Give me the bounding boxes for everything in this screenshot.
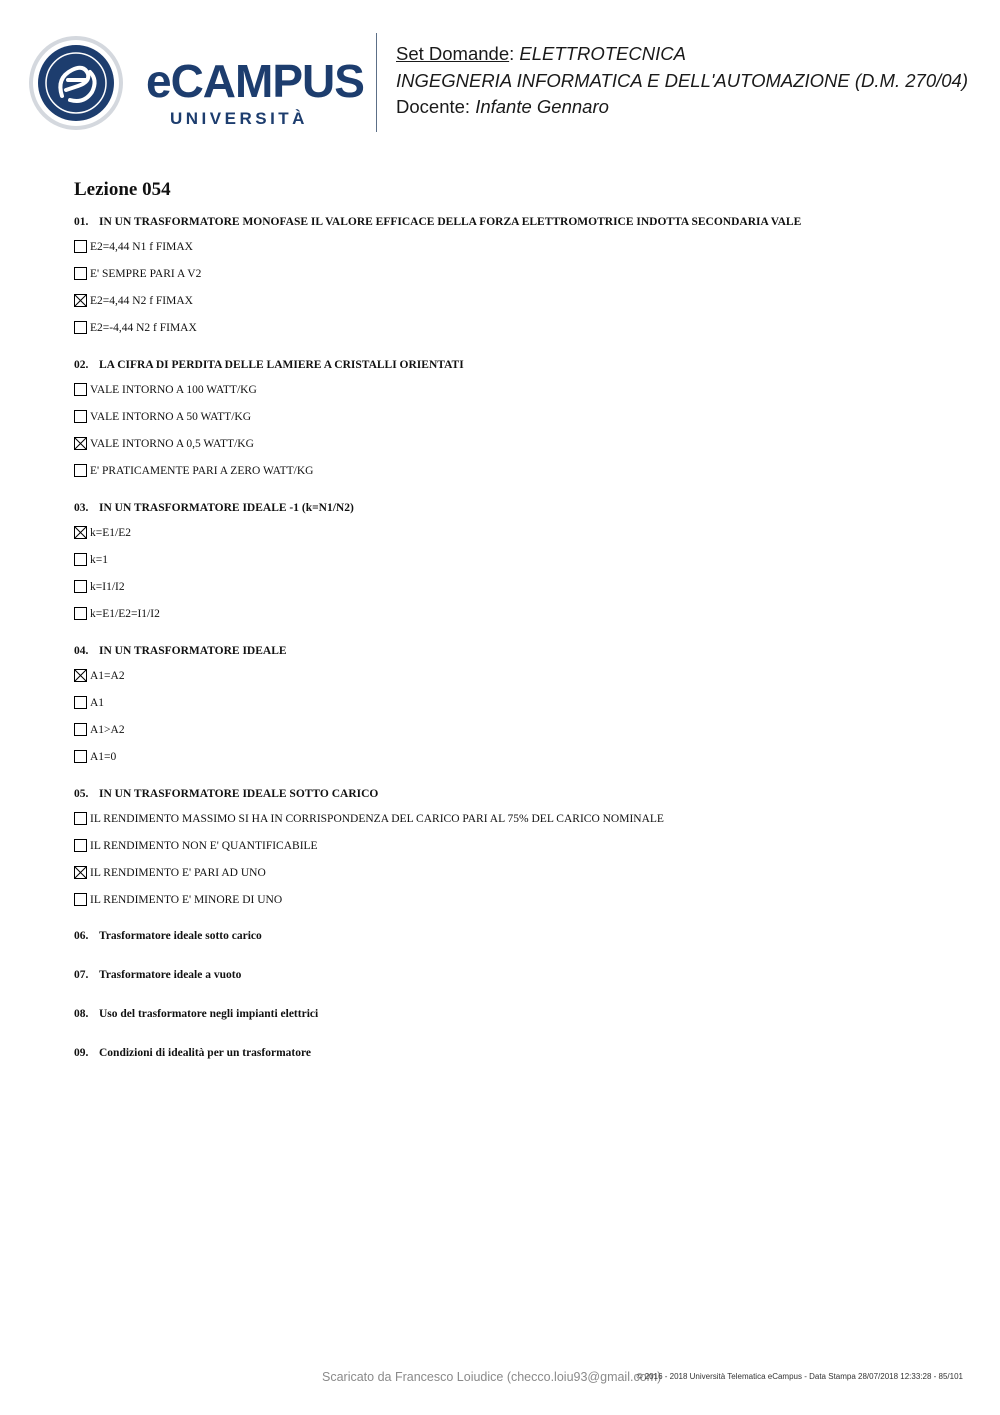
- answer-label: A1=A2: [90, 670, 125, 682]
- topic-list: [74, 928, 974, 1084]
- answer-label: IL RENDIMENTO E' MINORE DI UNO: [90, 894, 283, 906]
- open-topic: [74, 1006, 974, 1045]
- question-number: 04.: [74, 645, 89, 657]
- answer-option[interactable]: [74, 838, 974, 865]
- course-name: INGEGNERIA INFORMATICA E DELL'AUTOMAZIONE (D.M. 270/04): [396, 69, 968, 91]
- topic-number: 09.: [74, 1047, 89, 1059]
- answer-option[interactable]: [74, 552, 974, 579]
- answer-label: E' SEMPRE PARI A V2: [90, 268, 202, 280]
- checkbox-icon[interactable]: [74, 580, 87, 593]
- topic-text: Trasformatore ideale sotto carico: [99, 930, 262, 942]
- teacher-name: Infante Gennaro: [475, 96, 609, 117]
- checkbox-icon[interactable]: [74, 267, 87, 280]
- open-topic: [74, 967, 974, 1006]
- answer-label: A1>A2: [90, 724, 125, 736]
- answer-label: E' PRATICAMENTE PARI A ZERO WATT/KG: [90, 465, 314, 477]
- open-topic: [74, 1045, 974, 1084]
- question-block: [74, 357, 974, 488]
- copyright-note: © 2016 - 2018 Università Telematica eCampus - Data Stampa 28/07/2018 12:33:28 - 85/101: [636, 1372, 963, 1381]
- checkbox-icon[interactable]: [74, 383, 87, 396]
- answer-option[interactable]: [74, 722, 974, 749]
- topic-text: Trasformatore ideale a vuoto: [99, 969, 242, 981]
- checked-box-icon[interactable]: [74, 526, 87, 539]
- question-block: [74, 500, 974, 631]
- answer-label: IL RENDIMENTO NON E' QUANTIFICABILE: [90, 840, 318, 852]
- question-number: 02.: [74, 359, 89, 371]
- header-info: [396, 41, 968, 121]
- question-block: [74, 214, 974, 345]
- answer-label: k=E1/E2=I1/I2: [90, 608, 160, 620]
- checkbox-icon[interactable]: [74, 696, 87, 709]
- main-content: [74, 178, 974, 1084]
- checkbox-icon[interactable]: [74, 893, 87, 906]
- answer-option[interactable]: [74, 320, 974, 345]
- checkbox-icon[interactable]: [74, 240, 87, 253]
- question-heading: [74, 643, 974, 659]
- open-topic: [74, 928, 974, 967]
- answer-label: A1: [90, 697, 105, 709]
- header-divider: [376, 33, 377, 132]
- question-text: IN UN TRASFORMATORE IDEALE SOTTO CARICO: [99, 788, 379, 800]
- checkbox-icon[interactable]: [74, 410, 87, 423]
- answer-option[interactable]: [74, 409, 974, 436]
- question-number: 05.: [74, 788, 89, 800]
- answer-label: IL RENDIMENTO MASSIMO SI HA IN CORRISPONDENZA DEL CARICO PARI AL 75% DEL CARICO NOMINALE: [90, 813, 664, 825]
- question-heading: [74, 786, 974, 802]
- checkbox-icon[interactable]: [74, 321, 87, 334]
- answer-option[interactable]: [74, 293, 974, 320]
- checked-box-icon[interactable]: [74, 437, 87, 450]
- answer-option[interactable]: [74, 239, 974, 266]
- checked-box-icon[interactable]: [74, 866, 87, 879]
- checkbox-icon[interactable]: [74, 750, 87, 763]
- question-text: IN UN TRASFORMATORE IDEALE: [99, 645, 287, 657]
- question-block: [74, 643, 974, 774]
- answer-option[interactable]: [74, 668, 974, 695]
- topic-text: Condizioni di idealità per un trasformatore: [99, 1047, 312, 1059]
- question-text: IN UN TRASFORMATORE IDEALE -1 (k=N1/N2): [99, 502, 354, 514]
- answer-label: E2=-4,44 N2 f FIMAX: [90, 322, 197, 334]
- checkbox-icon[interactable]: [74, 607, 87, 620]
- question-heading: [74, 357, 974, 373]
- answer-option[interactable]: [74, 579, 974, 606]
- checkbox-icon[interactable]: [74, 839, 87, 852]
- topic-number: 06.: [74, 930, 89, 942]
- checkbox-icon[interactable]: [74, 812, 87, 825]
- answer-label: A1=0: [90, 751, 117, 763]
- answer-option[interactable]: [74, 865, 974, 892]
- set-separator: :: [509, 43, 520, 64]
- answer-label: k=E1/E2: [90, 527, 131, 539]
- question-list: [74, 214, 974, 917]
- question-text: LA CIFRA DI PERDITA DELLE LAMIERE A CRISTALLI ORIENTATI: [99, 359, 464, 371]
- answer-label: VALE INTORNO A 50 WATT/KG: [90, 411, 252, 423]
- ecampus-logo: [28, 34, 368, 134]
- checked-box-icon[interactable]: [74, 294, 87, 307]
- answer-option[interactable]: [74, 463, 974, 488]
- answer-option[interactable]: [74, 436, 974, 463]
- question-heading: [74, 500, 974, 516]
- checkbox-icon[interactable]: [74, 464, 87, 477]
- answer-label: VALE INTORNO A 0,5 WATT/KG: [90, 438, 254, 450]
- page-footer: [0, 1368, 1000, 1388]
- answer-option[interactable]: [74, 525, 974, 552]
- topic-number: 07.: [74, 969, 89, 981]
- answer-label: VALE INTORNO A 100 WATT/KG: [90, 384, 257, 396]
- answer-option[interactable]: [74, 749, 974, 774]
- set-label: Set Domande: [396, 43, 510, 64]
- question-heading: [74, 214, 974, 230]
- header-set-line: [396, 41, 968, 68]
- answer-option[interactable]: [74, 811, 974, 838]
- svg-text:eCAMPUS: eCAMPUS: [146, 55, 364, 107]
- checkbox-icon[interactable]: [74, 553, 87, 566]
- question-number: 01.: [74, 216, 89, 228]
- svg-text:UNIVERSITÀ: UNIVERSITÀ: [170, 109, 308, 128]
- download-watermark: Scaricato da Francesco Loiudice (checco.loiu93@gmail.com): [322, 1370, 662, 1384]
- answer-label: IL RENDIMENTO E' PARI AD UNO: [90, 867, 266, 879]
- question-text: IN UN TRASFORMATORE MONOFASE IL VALORE EFFICACE DELLA FORZA ELETTROMOTRICE INDOTTA SECONDARIA VALE: [99, 216, 802, 228]
- lesson-title: Lezione 054: [74, 179, 171, 200]
- topic-number: 08.: [74, 1008, 89, 1020]
- topic-text: Uso del trasformatore negli impianti elettrici: [99, 1008, 319, 1020]
- answer-label: k=1: [90, 554, 108, 566]
- answer-option[interactable]: [74, 266, 974, 293]
- subject-name: ELETTROTECNICA: [519, 43, 686, 64]
- answer-option[interactable]: [74, 892, 974, 917]
- teacher-label: Docente:: [396, 96, 476, 117]
- checkbox-icon[interactable]: [74, 723, 87, 736]
- answer-label: k=I1/I2: [90, 581, 125, 593]
- question-number: 03.: [74, 502, 89, 514]
- page-header: [0, 0, 1000, 150]
- answer-option[interactable]: [74, 382, 974, 409]
- answer-label: E2=4,44 N1 f FIMAX: [90, 241, 193, 253]
- answer-option[interactable]: [74, 695, 974, 722]
- checked-box-icon[interactable]: [74, 669, 87, 682]
- question-block: [74, 786, 974, 917]
- answer-option[interactable]: [74, 606, 974, 631]
- teacher-line: [396, 94, 968, 121]
- answer-label: E2=4,44 N2 f FIMAX: [90, 295, 193, 307]
